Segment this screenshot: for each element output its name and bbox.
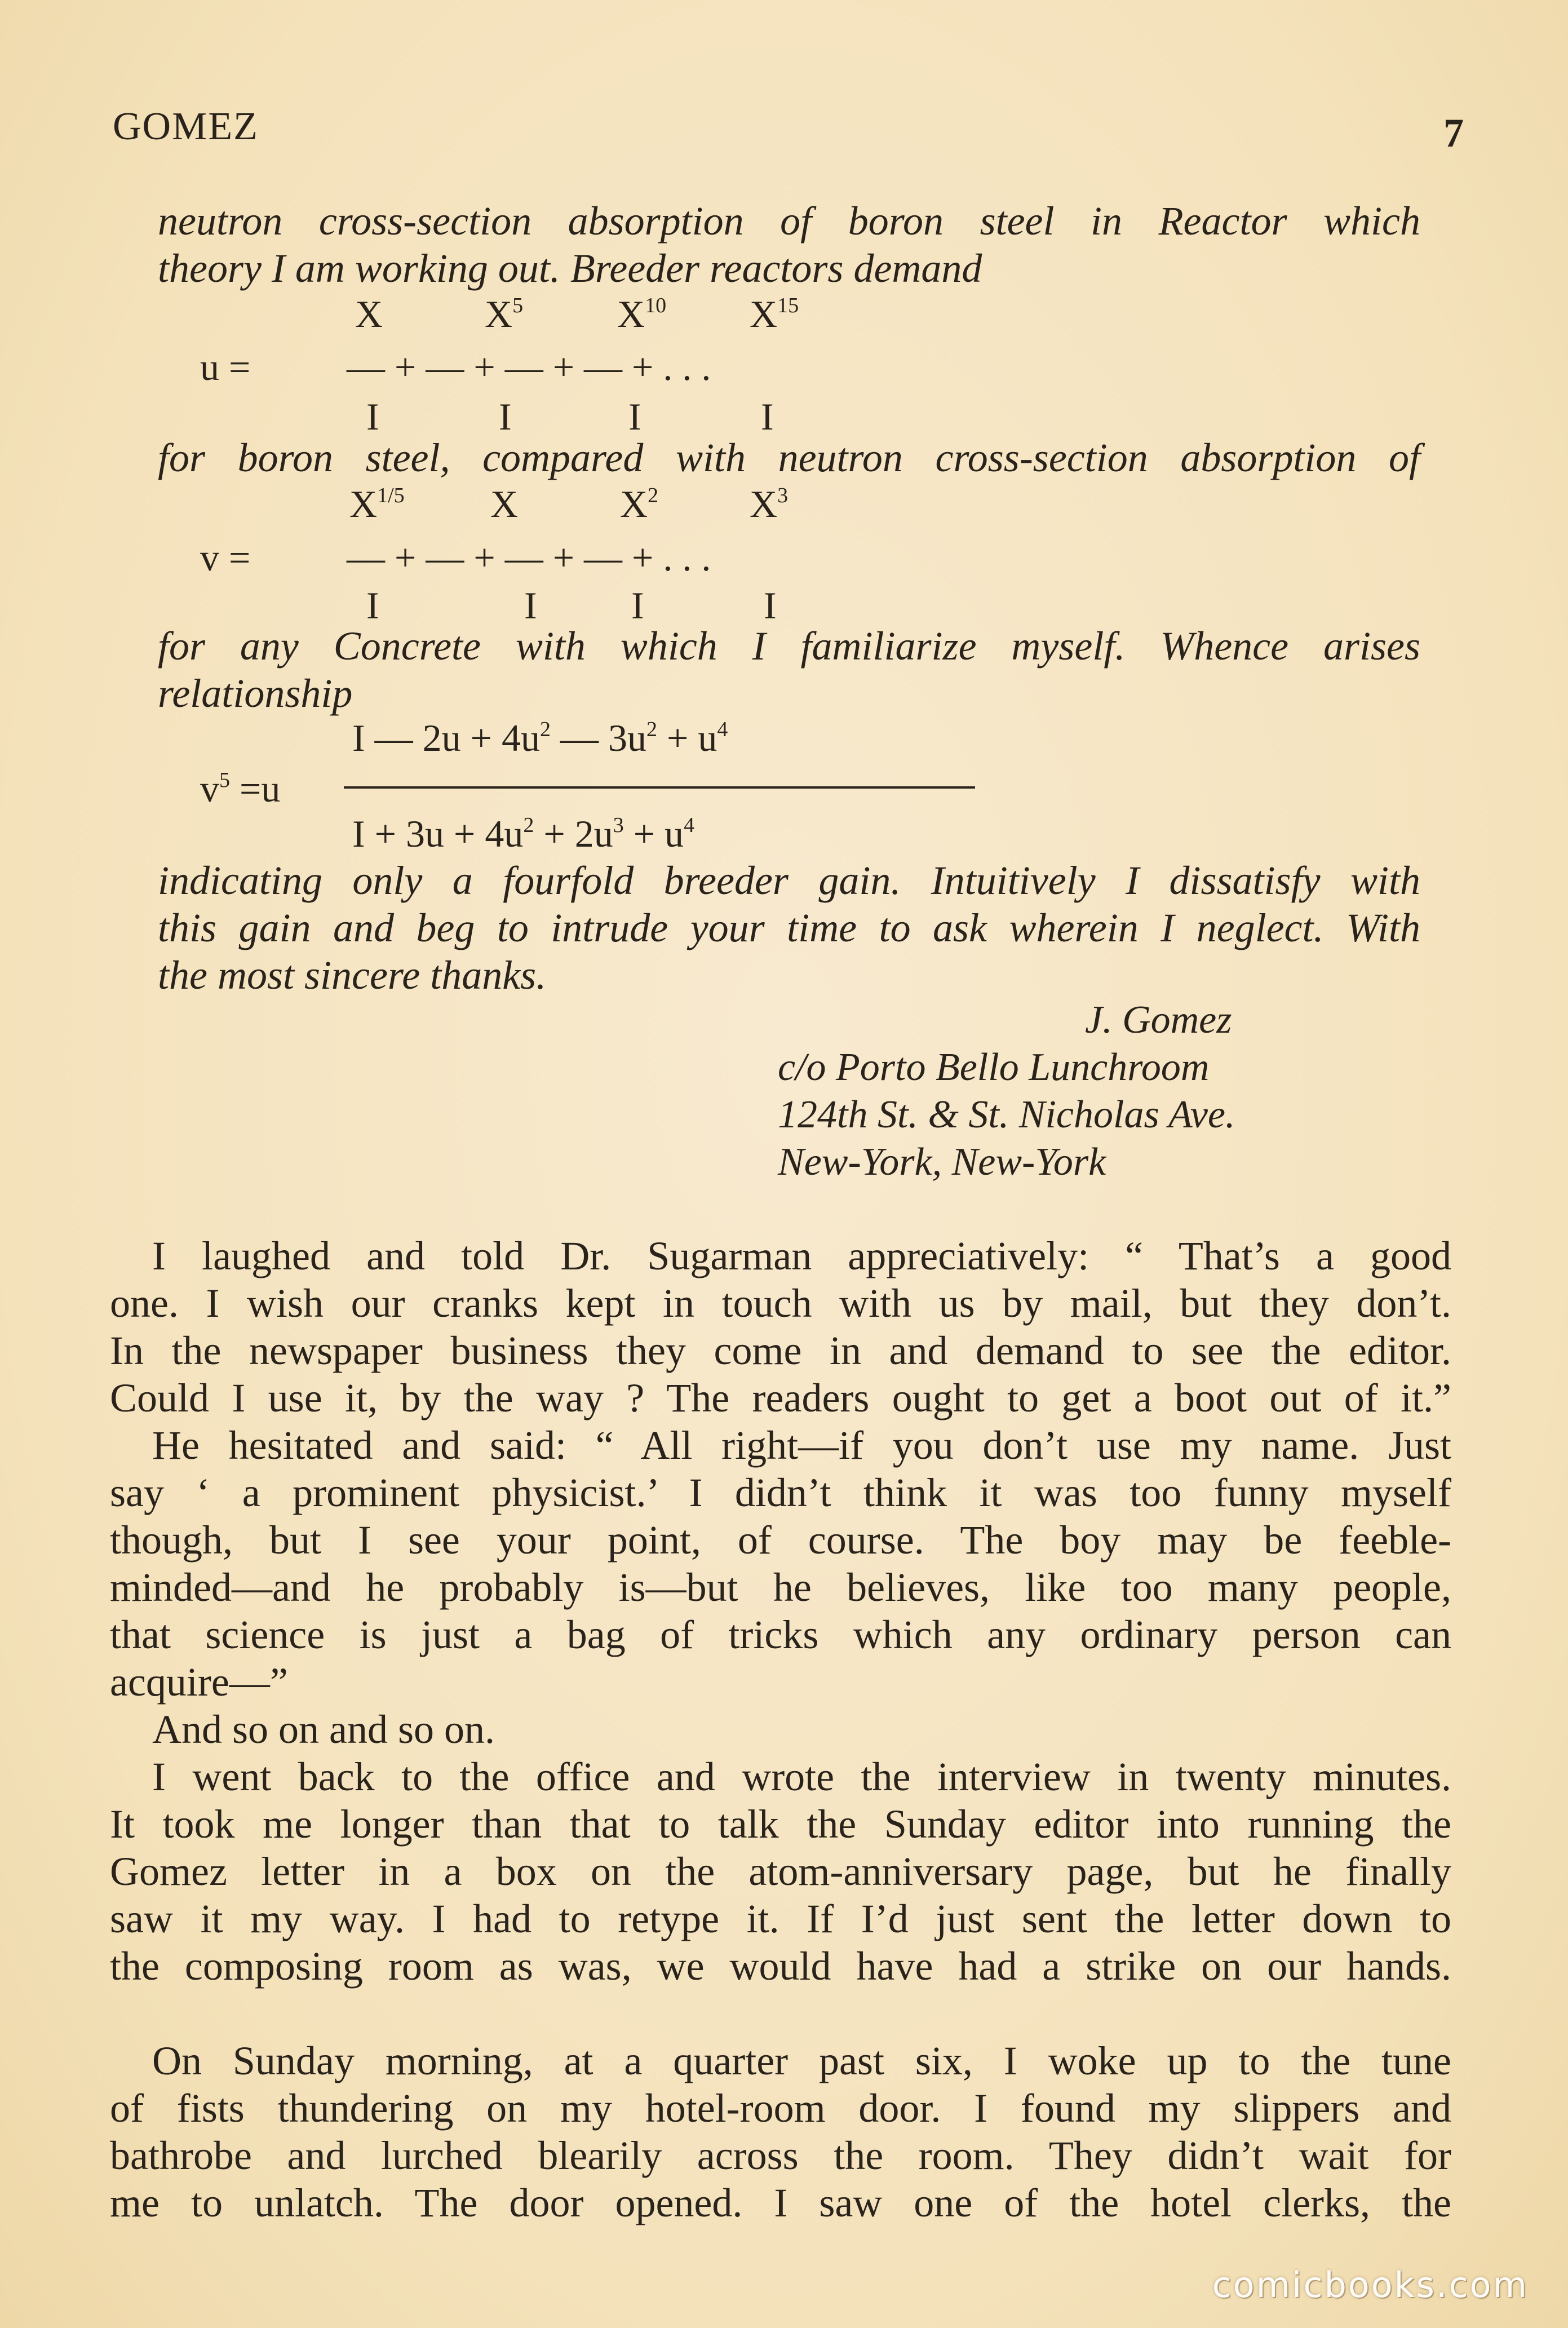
body-line: Gomez letter in a box on the atom-anniversary page, but he finally [110,1849,1451,1894]
letter-line: this gain and beg to intrude your time to ask wherein I neglect. With [158,905,1420,950]
letter-line: for any Concrete with which I familiarize myself. Whence arises [158,623,1420,669]
body-line: of fists thundering on my hotel-room door. I found my slippers and [110,2086,1451,2131]
body-line: bathrobe and lurched blearily across the room. They didn’t wait for [110,2133,1451,2178]
eq-v-numerator-2: X [490,483,519,525]
eq-u-numerator-2: $X^5$ [485,293,524,335]
eq-v-denominator-2: I [524,584,537,627]
eq-u-numerator-4: $X^{15}$ [750,293,799,335]
eq-u-denominator-1: I [366,395,379,438]
eq-u-denominator-2: I [499,395,512,438]
eq-u-denominator-4: I [761,395,774,438]
page-number: 7 [1443,110,1464,156]
body-line: saw it my way. I had to retype it. If I’d just sent the letter down to [110,1896,1451,1941]
body-line: one. I wish our cranks kept in touch with us by mail, but they don’t. [110,1281,1451,1326]
body-line: I went back to the office and wrote the interview in twenty minutes. [152,1754,1451,1799]
eq-u-numerator-3: $X^{10}$ [617,293,667,335]
body-line: I laughed and told Dr. Sugarman appreciatively: “ That’s a good [152,1233,1451,1278]
eq-rel-lhs: $v^5 =u$ [200,767,281,810]
eq-v-numerator-3: $X^2$ [620,483,659,525]
letter-line: theory I am working out. Breeder reactors demand [158,246,982,291]
eq-u-denominator-3: I [628,395,641,438]
eq-u-lhs: u = [200,346,251,388]
fraction-bar [344,786,975,789]
body-line: the composing room as was, we would have had a strike on our hands. [110,1944,1451,1989]
body-line: minded—and he probably is—but he believes, like too many people, [110,1565,1451,1610]
eq-v-numerator-4: $X^3$ [750,483,789,525]
body-line: acquire—” [110,1659,288,1705]
signature-name: J. Gomez [1085,998,1232,1042]
body-line: Could I use it, by the way ? The readers ought to get a boot out of it.” [110,1375,1451,1420]
signature-address-2: 124th St. & St. Nicholas Ave. [778,1093,1235,1136]
eq-v-denominator-4: I [764,584,777,627]
eq-rel-numerator: I — $2u + 4u^2$ — $3u^2 + u^4$ [352,716,728,759]
eq-rel-denominator: $I + 3u + 4u^2 + 2u^3 + u^4$ [352,812,695,855]
letter-line: the most sincere thanks. [158,953,547,998]
letter-line: neutron cross-section absorption of boron steel in Reactor which [158,198,1420,244]
watermark: comicbooks.com [1212,2264,1529,2305]
eq-v-lhs: v = [200,536,251,579]
running-head: GOMEZ [113,105,259,148]
eq-v-denominator-1: I [366,584,379,627]
eq-v-denominator-3: I [631,584,644,627]
eq-u-numerator-1: X [355,293,383,335]
body-line: On Sunday morning, at a quarter past six, I woke up to the tune [152,2038,1451,2083]
signature-address-3: New-York, New-York [778,1140,1106,1184]
body-line: say ‘ a prominent physicist.’ I didn’t think it was too funny myself [110,1470,1451,1515]
body-line: that science is just a bag of tricks which any ordinary person can [110,1612,1451,1657]
eq-u-operators: — + — + — + — + . . . [347,346,711,388]
letter-line: for boron steel, compared with neutron cross-section absorption of [158,435,1420,480]
letter-line: indicating only a fourfold breeder gain. Intuitively I dissatisfy with [158,858,1420,903]
eq-v-numerator-1: $X^{1/5}$ [349,483,405,525]
body-line: In the newspaper business they come in and demand to see the editor. [110,1328,1451,1373]
body-line: And so on and so on. [152,1707,495,1752]
body-line: me to unlatch. The door opened. I saw one of the hotel clerks, the [110,2180,1451,2225]
body-line: He hesitated and said: “ All right—if you don’t use my name. Just [152,1423,1451,1468]
body-line: though, but I see your point, of course. The boy may be feeble- [110,1517,1451,1563]
body-line: It took me longer than that to talk the Sunday editor into running the [110,1802,1451,1847]
signature-address-1: c/o Porto Bello Lunchroom [778,1046,1210,1089]
letter-line: relationship [158,671,353,716]
eq-v-operators: — + — + — + — + . . . [347,536,711,579]
